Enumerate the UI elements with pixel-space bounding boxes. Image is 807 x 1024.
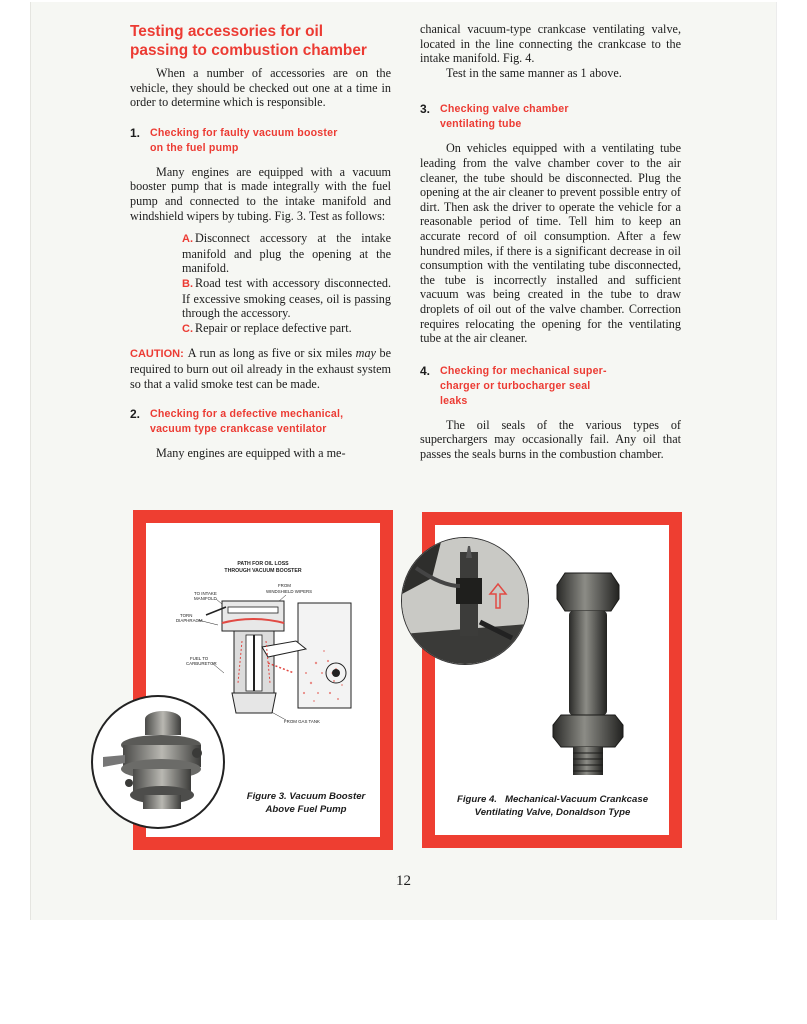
section-2-heading (130, 407, 391, 437)
section-3-heading (420, 102, 681, 132)
section-4-title-line1: Checking for mechanical super- (440, 364, 607, 377)
caution-emphasis: may (355, 346, 376, 361)
section-1-title-line2: on the fuel pump (150, 141, 239, 154)
caution-label: CAUTION: (130, 348, 184, 361)
caution-text-pre: A run as long as five or six miles (187, 346, 353, 361)
page-title (130, 22, 391, 60)
step-a-text: Disconnect accessory at the intake manifold and plug the opening at the manifold. (182, 231, 391, 276)
section-2-title (150, 407, 343, 437)
fuel-pump-photo-inset (91, 695, 225, 829)
section-4-number: 4. (420, 363, 431, 378)
section-4-title-line2: charger or turbocharger seal (440, 379, 591, 392)
figure-3-caption-line2: Above Fuel Pump (265, 804, 347, 815)
figure-4-caption-line1: Figure 4. Mechanical-Vacuum Crankcase (456, 794, 649, 805)
fuel-pump-photo (93, 697, 223, 827)
left-column (130, 22, 391, 461)
valve-location-photo (402, 538, 528, 664)
figure-4-caption-line2: Ventilating Valve, Donaldson Type (474, 807, 631, 818)
section-3-body: On vehicles equipped with a ventilating tube leading from the valve chamber cover to the air cleaner, the tube should be disconnected. Plug the opening at the air cleaner to prevent possible entry of dirt. Then ask the driver to operate the vehicle for a reasonable period of time. Tell him to keep an accurate record of oil consumption. After a few hundred miles, if there is a significant decrease in oil consumption with the ventilating tube disconnected, the tube is incorrectly installed and sufficient vacuum was being created in the tube to draw droplets of oil out of the valve chamber. Correction requires relocating the opening for the ventilating tube at the air cleaner. (420, 141, 681, 346)
section-2-body-start: Many engines are equipped with a me- (156, 446, 346, 461)
section-3-title-line1: Checking valve chamber (440, 103, 569, 116)
engine-crankcase-drawing (298, 603, 351, 708)
caution-text-post: be required to burn out oil already in the exhaust system so that a valid smoke test can be made. (130, 346, 391, 391)
pump-cross-section (206, 601, 306, 713)
page-title-line1: Testing accessories for oil (130, 23, 324, 40)
figure-4-caption (445, 793, 660, 819)
section-2-body-continued: chanical vacuum-type crankcase ventilating valve, located in the line connecting the crankcase to the intake manifold. Fig. 4. (420, 22, 681, 66)
section-1-title-line1: Checking for faulty vacuum booster (150, 126, 338, 139)
diagram-title-line1: PATH FOR OIL LOSS (237, 561, 289, 567)
page-number: 12 (396, 873, 411, 889)
section-1-body: Many engines are equipped with a vacuum booster pump that is made integrally with the fuel pump and connected to the intake manifold and windshield wipers by tubing. Fig. 3. Test as follows: (130, 164, 391, 223)
section-4-body: The oil seals of the various types of superchargers may occasionally fail. Any oil that passes the seals burns in the combustion chamber. (420, 417, 681, 461)
section-3-title-line2: ventilating tube (440, 118, 522, 131)
section-2-title-line2: vacuum type crankcase ventilator (150, 423, 327, 436)
section-2-number: 2. (130, 407, 141, 422)
section-1-title (150, 126, 338, 156)
figure-3-caption-line1: Figure 3. Vacuum Booster (246, 791, 366, 802)
intro-paragraph: When a number of accessories are on the vehicle, they should be checked out one at a time in order to determine which is responsible. (130, 66, 391, 110)
step-b-text: Road test with accessory disconnected. If excessive smoking ceases, oil is passing through the accessory. (182, 275, 391, 321)
section-3-title (440, 102, 569, 132)
step-c (182, 321, 391, 337)
section-1-steps (182, 231, 391, 336)
page-title-line2: passing to combustion chamber (130, 42, 367, 59)
step-b-letter: B. (182, 277, 193, 290)
label-from-gas-tank: FROM GAS TANK (284, 719, 320, 724)
right-column (420, 22, 681, 461)
label-to-intake: TO INTAKE (194, 591, 217, 596)
step-c-letter: C. (182, 322, 193, 335)
section-4-title-line3: leaks (440, 394, 468, 407)
section-1-number: 1. (130, 125, 141, 140)
label-torn: TORN (180, 613, 193, 618)
label-windshield-wipers: WINDSHIELD WIPERS (266, 589, 313, 594)
figure-3-caption (231, 790, 381, 816)
section-3-number: 3. (420, 102, 431, 117)
label-manifold: MANIFOLD (194, 596, 217, 601)
step-c-text: Repair or replace defective part. (195, 320, 352, 335)
section-1-heading (130, 126, 391, 156)
section-4-heading (420, 364, 681, 409)
section-2-title-line1: Checking for a defective mechanical, (150, 408, 344, 421)
label-fuel-to: FUEL TO (190, 656, 209, 661)
caution-note (130, 346, 391, 391)
label-diaphragm: DIAPHRAGM (176, 618, 203, 623)
valve-location-photo-inset (401, 537, 529, 665)
label-from: FROM (278, 583, 291, 588)
step-a (182, 231, 391, 276)
diagram-title-line2: THROUGH VACUUM BOOSTER (224, 568, 302, 574)
label-carburetor: CARBURETOR (186, 661, 217, 666)
step-a-letter: A. (182, 233, 193, 246)
step-b (182, 276, 391, 321)
section-4-title (440, 364, 607, 409)
section-2-test: Test in the same manner as 1 above. (446, 65, 622, 80)
